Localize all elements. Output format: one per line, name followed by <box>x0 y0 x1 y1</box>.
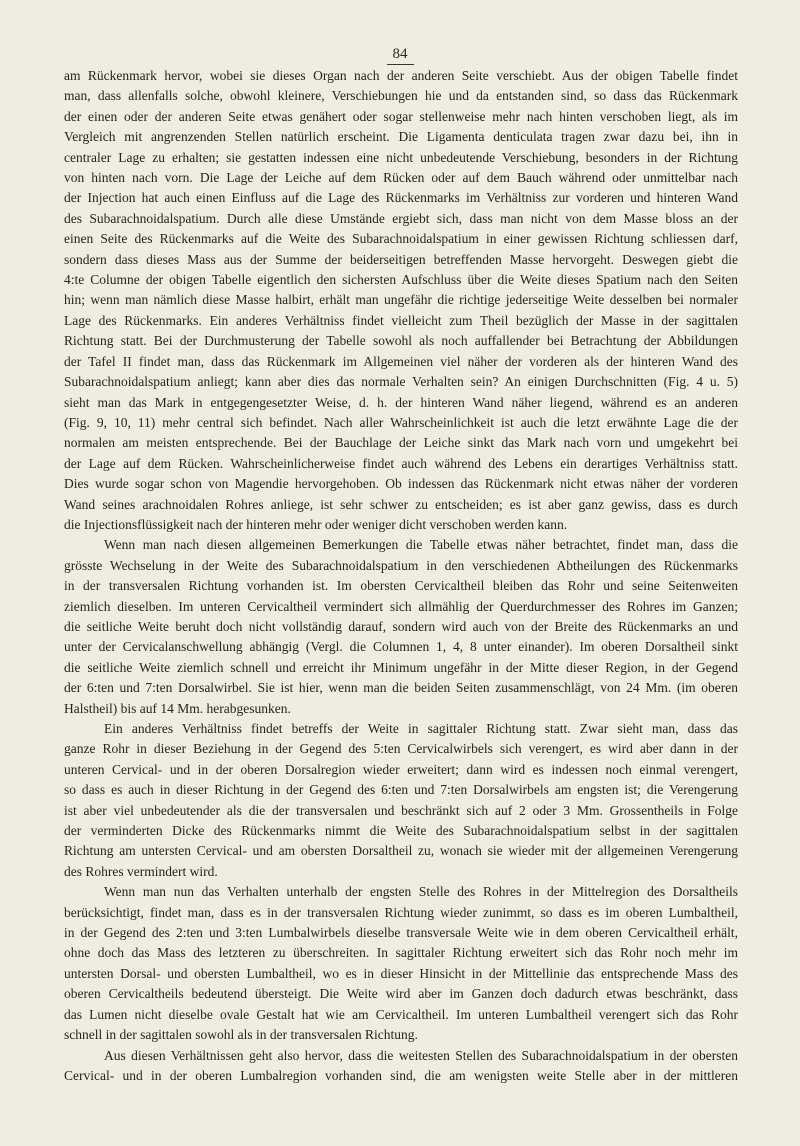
text-line: untersten Dorsal- und obersten Lumbaltheil, wo es in dieser Hinsicht in der Mittellinie das entsprechende Mass des <box>64 965 738 981</box>
text-line: berücksichtigt, findet man, dass es in der transversalen Richtung wieder zunimmt, so dass es im oberen Lumbaltheil, <box>64 904 738 920</box>
text-line: Wenn man nach diesen allgemeinen Bemerkungen die Tabelle etwas näher betrachtet, findet man, dass die <box>104 537 738 553</box>
text-line: Wenn man nun das Verhalten unterhalb der engsten Stelle des Rohres in der Mittelregion des Dorsaltheils <box>104 884 738 900</box>
text-line: ohne doch das Mass des letzteren zu überschreiten. In sagittaler Richtung erweitert sich das Rohr noch mehr im <box>64 945 738 961</box>
text-line: 4:te Columne der obigen Tabelle eigentlich den sichersten Aufschluss über die Weite dieses Spatium nach den Seiten <box>64 272 738 288</box>
text-line: centraler Lage zu erhalten; sie gestatten indessen eine nicht unbedeutende Verschiebung, besonders in der Richtung <box>64 149 738 165</box>
text-line: die seitliche Weite ziemlich schnell und erreicht ihr Minimum ungefähr in der Mitte dieser Region, in der Gegend <box>64 659 738 675</box>
text-line: Richtung statt. Bei der Durchmusterung der Tabelle sowohl als noch auffallender bei Betrachtung der Abbildungen <box>64 333 738 349</box>
text-line: Halstheil) bis auf 14 Mm. herabgesunken. <box>64 700 291 716</box>
text-line: ist aber viel unbedeutender als die der transversalen und beschränkt sich auf 2 oder 3 Mm. Grossentheils in Folge <box>64 802 738 818</box>
page-number <box>0 46 800 65</box>
text-line: am Rückenmark hervor, wobei sie dieses Organ nach der anderen Seite verschiebt. Aus der obigen Tabelle findet <box>64 68 738 83</box>
text-line: unteren Cervical- und in der oberen Dorsalregion wieder erweitert; dann wird es indessen noch einmal verengert, <box>64 761 738 777</box>
text-line: schnell in der sagittalen sowohl als in der transversalen Richtung. <box>64 1027 418 1043</box>
text-line: sondern dass dieses Mass aus der Summe der beiderseitigen betreffenden Masse hervorgeht. Deswegen giebt die <box>64 251 738 267</box>
text-line: Subarachnoidalspatium anliegt; kann aber dies das normale Verhalten sein? An einigen Durchschnitten (Fig. 4 u. 5) <box>64 374 738 390</box>
text-line: Cervical- und in der oberen Lumbalregion vorhanden sind, die am wenigsten weite Stelle aber in der mittleren <box>64 1067 738 1083</box>
text-line: die Injectionsflüssigkeit nach der hinteren mehr oder weniger dicht verschoben werden kann. <box>64 516 568 532</box>
text-line: der Injection hat auch einen Einfluss auf die Lage des Rückenmarks im Verhältniss zur vorderen und hinteren Wand <box>64 190 738 206</box>
text-line: ganze Rohr in dieser Beziehung in der Gegend des 5:ten Cervicalwirbels sich verengert, es wird aber dann in der <box>64 741 738 757</box>
text-line: hin; wenn man nämlich diese Masse halbirt, erhält man ungefähr die richtige jederseitige Weite desselben bei normaler <box>64 292 738 308</box>
text-line: in der Gegend des 2:ten und 3:ten Lumbalwirbels dieselbe transversale Weite wie in dem oberen Cervicaltheil erhält, <box>64 925 738 941</box>
text-line: in der transversalen Richtung vorhanden ist. Im obersten Cervicaltheil bleiben das Rohr und seine Seitenweiten <box>64 578 738 594</box>
text-line: der einen oder der anderen Seite etwas genähert oder sogar stellenweise mehr nach hinten verschoben liegt, als im <box>64 108 738 124</box>
text-line: das Lumen nicht dieselbe ovale Gestalt hat wie am Cervicaltheil. Im unteren Lumbaltheil verengert sich das Rohr <box>64 1006 738 1022</box>
text-line: grösste Wechselung in der Weite des Subarachnoidalspatium in den verschiedenen Abtheilungen des Rückenmarks <box>64 557 738 573</box>
text-line: oberen Cervicaltheils bedeutend übersteigt. Die Weite wird aber im Ganzen doch dadurch etwas beschränkt, dass <box>64 986 738 1002</box>
text-line: die seitliche Weite beruht doch nicht vollständig darauf, sondern wird auch von der Breite des Rückenmarks an und <box>64 618 738 634</box>
text-line: Aus diesen Verhältnissen geht also hervor, dass die weitesten Stellen des Subarachnoidalspatium in der obersten <box>104 1047 738 1063</box>
text-line: der Lage auf dem Rücken. Wahrscheinlicherweise findet auch während des Lebens ein derartiges Verhältniss statt. <box>64 455 738 471</box>
text-line: man, dass allenfalls solche, obwohl kleinere, Verschiebungen hie und da entstanden sind, so dass das Rückenmark <box>64 88 738 104</box>
text-line: normalen am meisten entsprechende. Bei der Bauchlage der Leiche sinkt das Mark nach vorn und umgekehrt bei <box>64 435 738 451</box>
text-line: so dass es auch in dieser Richtung in der Gegend des 6:ten und 7:ten Dorsalwirbels am engsten ist; die Verengerung <box>64 782 738 798</box>
text-line: unter der Cervicalanschwellung abhängig (Vergl. die Columnen 1, 4, 8 unter einander). Im oberen Dorsaltheil sinkt <box>64 639 738 655</box>
text-line: des Subarachnoidalspatium. Durch alle diese Umstände ergiebt sich, dass man nicht von dem Masse bloss an der <box>64 210 738 226</box>
text-line: des Rohres vermindert wird. <box>64 863 218 879</box>
text-line: einen Seite des Rückenmarks auf die Weite des Subarachnoidalspatium in einer gewissen Richtung schliessen darf, <box>64 231 738 247</box>
text-line: der Tafel II findet man, dass das Rückenmark im Allgemeinen viel näher der vorderen als der hinteren Wand des <box>64 353 738 369</box>
text-line: sieht man das Mark in entgegengesetzter Weise, d. h. der hinteren Wand näher liegend, während es an anderen <box>64 394 738 410</box>
text-line: ziemlich dieselben. Im unteren Cervicaltheil vermindert sich allmählig der Querdurchmesser des Rohres im Ganzen; <box>64 598 738 614</box>
text-line: Lage des Rückenmarks. Ein anderes Verhältniss findet vielleicht zum Theil bezüglich der Masse in der sagittalen <box>64 312 738 328</box>
page-number-text: 84 <box>387 46 414 65</box>
text-line: Dies wurde sogar schon von Magendie hervorgehoben. Ob indessen das Rückenmark nicht etwas näher der vorderen <box>64 476 738 492</box>
text-line: Richtung am untersten Cervical- und am obersten Dorsaltheil zu, wonach sie wieder mit der allgemeinen Verengerung <box>64 843 738 859</box>
text-line: Ein anderes Verhältniss findet betreffs der Weite in sagittaler Richtung statt. Zwar sieht man, dass das <box>104 721 738 736</box>
text-line: Wand seines arachnoidalen Rohres anliege, ist sehr schwer zu entscheiden; es ist aber ganz gewiss, dass es durch <box>64 496 738 512</box>
text-line: (Fig. 9, 10, 11) mehr central sich befindet. Nach aller Wahrscheinlichkeit ist auch die letzt erwähnte Lage die der <box>64 414 738 430</box>
body-text <box>64 66 738 1086</box>
text-line: der 6:ten und 7:ten Dorsalwirbel. Sie ist hier, wenn man die beiden Seiten zusammenschlägt, von 24 Mm. (im oberen <box>64 680 738 696</box>
text-line: von hinten nach vorn. Die Lage der Leiche auf dem Rücken oder auf dem Bauch während oder unmittelbar nach <box>64 170 738 186</box>
text-line: Vergleich mit angrenzenden Stellen natürlich erscheint. Die Ligamenta denticulata tragen zwar dazu bei, ihn in <box>64 129 738 145</box>
text-line: der verminderten Dicke des Rückenmarks nimmt die Weite des Subarachnoidalspatium selbst in der sagittalen <box>64 823 738 839</box>
